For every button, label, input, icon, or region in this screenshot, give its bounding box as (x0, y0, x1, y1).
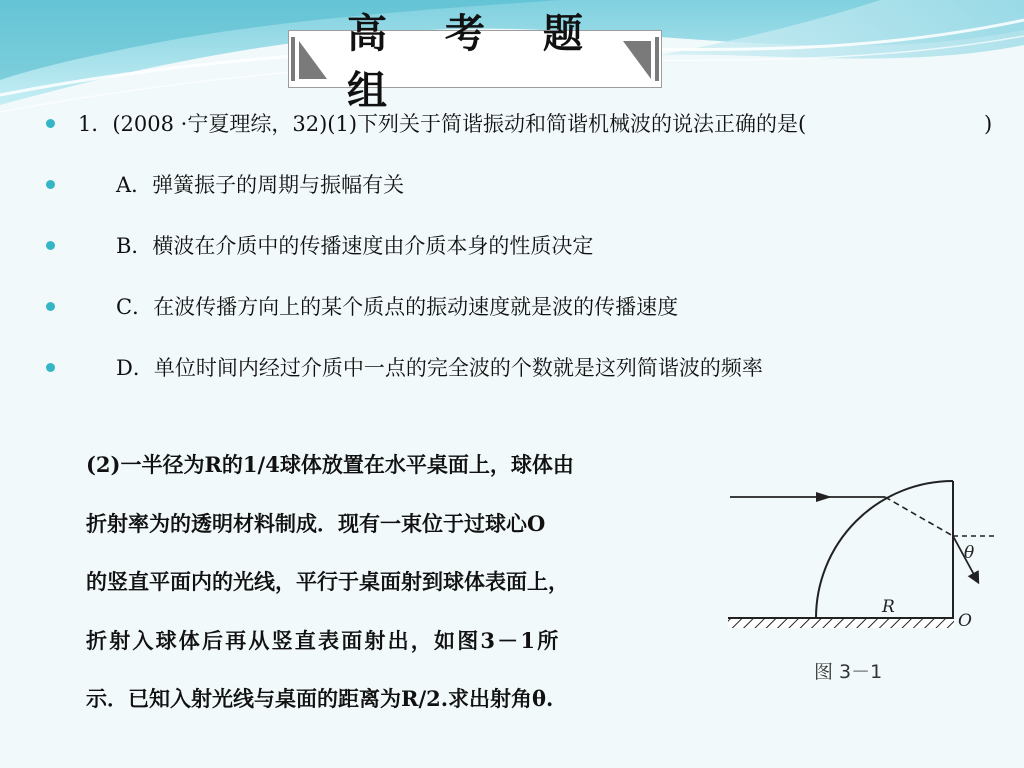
option-b: B．横波在介质中的传播速度由介质本身的性质决定 (40, 220, 1020, 281)
ground-hatching (728, 618, 954, 628)
refracted-ray (885, 497, 953, 536)
title-banner (288, 11, 662, 114)
right-triangle-icon (621, 31, 661, 87)
question-2-text (86, 440, 686, 733)
question-2-line: 的竖直平面内的光线，平行于桌面射到球体表面上， (86, 569, 569, 594)
question-1-stem: 1．(2008 ·宁夏理综，32)(1)下列关于简谐振动和简谐机械波的说法正确的是( ) (40, 98, 1020, 159)
bullet-icon (46, 119, 55, 128)
bullet-icon (46, 241, 55, 250)
question-2-line: 折射率为的透明材料制成．现有一束位于过球心O (86, 510, 546, 536)
bullet-icon (46, 180, 55, 189)
option-c: C．在波传播方向上的某个质点的振动速度就是波的传播速度 (40, 281, 1020, 342)
figure-caption: 图 3－1 (814, 661, 883, 683)
question-2-line: 折射入球体后再从竖直表面射出，如图3－1所 (86, 627, 561, 653)
bullet-icon (46, 363, 55, 372)
label-r: R (882, 597, 895, 617)
arrow-icon (816, 492, 832, 502)
bullet-icon (46, 302, 55, 311)
label-o: O (958, 611, 972, 631)
question-2-line: 示．已知入射光线与桌面的距离为R/2.求出射角θ. (86, 686, 554, 711)
left-triangle-icon (289, 31, 329, 87)
option-a: A．弹簧振子的周期与振幅有关 (40, 159, 1020, 220)
label-theta: θ (964, 543, 975, 563)
page-title: 高 考 题 组 (347, 11, 605, 114)
question-1-list (40, 98, 1020, 403)
option-d: D．单位时间内经过介质中一点的完全波的个数就是这列简谐波的频率 (40, 342, 1020, 403)
figure-3-1 (720, 470, 1010, 690)
question-2-line: (2)一半径为R的1/4球体放置在水平桌面上，球体由 (86, 452, 574, 477)
